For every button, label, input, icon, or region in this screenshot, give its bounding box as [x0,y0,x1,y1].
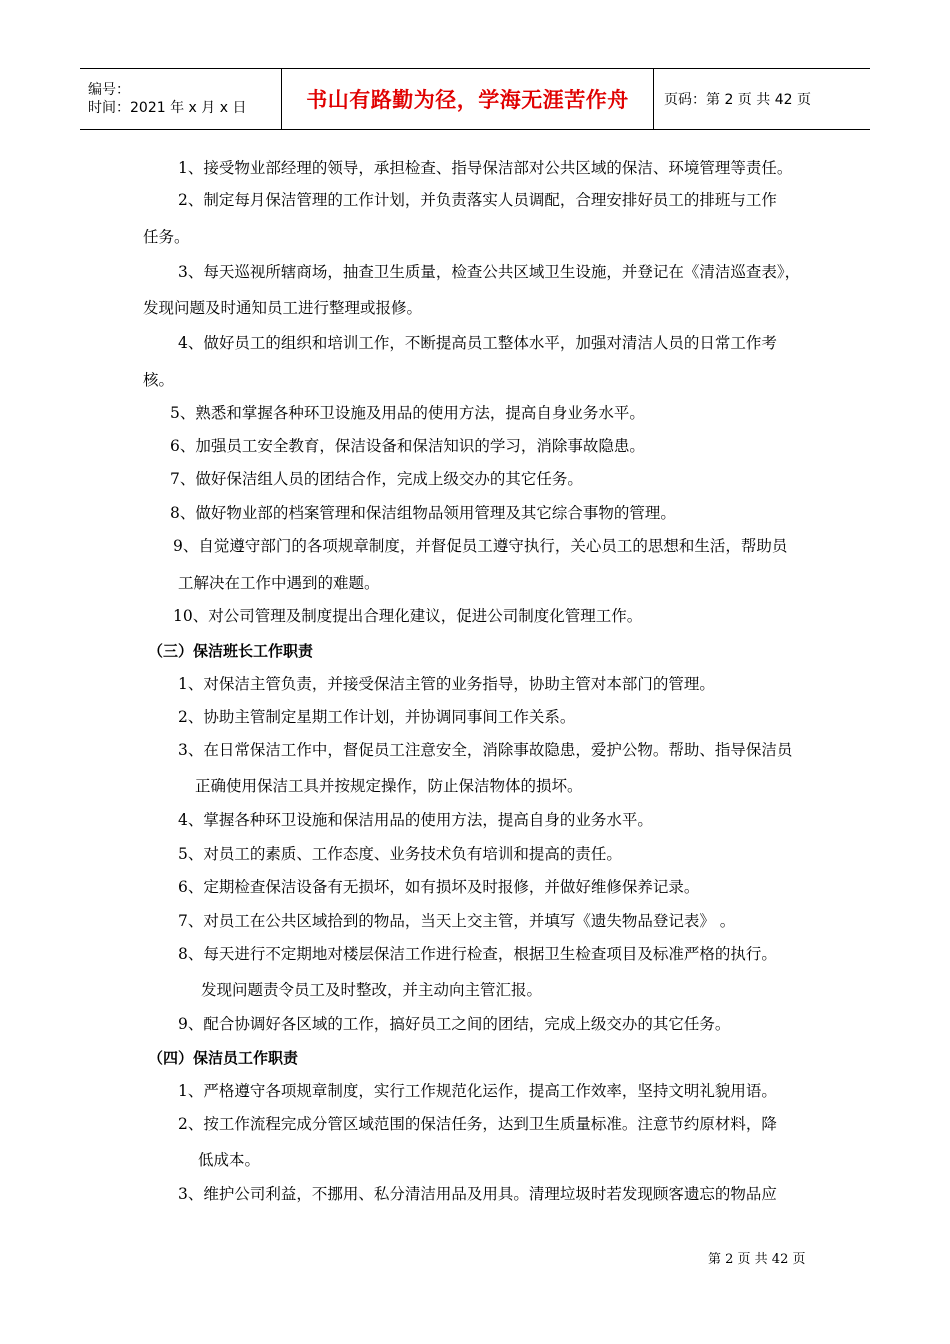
body-line: 6、加强员工安全教育，保洁设备和保洁知识的学习，消除事故隐患。 [170,437,645,455]
body-line: 5、熟悉和掌握各种环卫设施及用品的使用方法，提高自身业务水平。 [170,404,645,422]
body-line: 2、按工作流程完成分管区域范围的保洁任务，达到卫生质量标准。注意节约原材料，降 [178,1115,777,1133]
header-motto: 书山有路勤为径，学海无涯苦作舟 [281,69,654,129]
body-line: 任务。 [143,228,190,246]
body-line: 7、对员工在公共区域拾到的物品，当天上交主管，并填写《遗失物品登记表》 。 [178,912,736,930]
body-line: 6、定期检查保洁设备有无损坏，如有损坏及时报修，并做好维修保养记录。 [178,878,700,896]
body-line: 发现问题责令员工及时整改，并主动向主管汇报。 [201,981,543,999]
body-line: 正确使用保洁工具并按规定操作，防止保洁物体的损坏。 [195,777,583,795]
body-line: 1、接受物业部经理的领导，承担检查、指导保洁部对公共区域的保洁、环境管理等责任。 [178,159,793,177]
page-header [80,68,870,130]
body-line: 3、在日常保洁工作中，督促员工注意安全，消除事故隐患，爱护公物。帮助、指导保洁员 [178,741,793,759]
header-meta [80,69,281,129]
section-heading: （四）保洁员工作职责 [148,1049,299,1067]
body-line: 5、对员工的素质、工作态度、业务技术负有培训和提高的责任。 [178,845,622,863]
body-line: 发现问题及时通知员工进行整理或报修。 [143,299,423,317]
body-line: 8、每天进行不定期地对楼层保洁工作进行检查，根据卫生检查项目及标准严格的执行。 [178,945,777,963]
footer-page-number: 第 2 页 共 42 页 [708,1252,806,1267]
body-line: 8、做好物业部的档案管理和保洁组物品领用管理及其它综合事物的管理。 [170,504,676,522]
document-time-label: 时间：2021 年 x 月 x 日 [88,100,247,116]
body-line: 2、协助主管制定星期工作计划，并协调同事间工作关系。 [178,708,576,726]
header-page-number: 页码：第 2 页 共 42 页 [664,92,811,108]
body-line: 低成本。 [198,1151,261,1169]
body-line: 3、维护公司利益，不挪用、私分清洁用品及用具。清理垃圾时若发现顾客遗忘的物品应 [178,1185,777,1203]
body-line: 1、严格遵守各项规章制度，实行工作规范化运作，提高工作效率，坚持文明礼貌用语。 [178,1082,777,1100]
document-number-label: 编号： [88,82,130,98]
body-line: 4、掌握各种环卫设施和保洁用品的使用方法，提高自身的业务水平。 [178,811,653,829]
body-line: 10、对公司管理及制度提出合理化建议，促进公司制度化管理工作。 [173,607,643,625]
body-line: 9、自觉遵守部门的各项规章制度，并督促员工遵守执行，关心员工的思想和生活，帮助员 [173,537,788,555]
body-line: 核。 [143,371,175,389]
body-line: 2、制定每月保洁管理的工作计划，并负责落实人员调配，合理安排好员工的排班与工作 [178,191,777,209]
body-line: 7、做好保洁组人员的团结合作，完成上级交办的其它任务。 [170,470,583,488]
body-line: 工解决在工作中遇到的难题。 [178,574,380,592]
body-line: 4、做好员工的组织和培训工作，不断提高员工整体水平，加强对清洁人员的日常工作考 [178,334,777,352]
section-heading: （三）保洁班长工作职责 [148,642,314,660]
body-line: 9、配合协调好各区域的工作，搞好员工之间的团结，完成上级交办的其它任务。 [178,1015,731,1033]
body-line: 3、每天巡视所辖商场，抽查卫生质量，检查公共区域卫生设施，并登记在《清洁巡查表》， [178,263,801,281]
body-line: 1、对保洁主管负责，并接受保洁主管的业务指导，协助主管对本部门的管理。 [178,675,715,693]
